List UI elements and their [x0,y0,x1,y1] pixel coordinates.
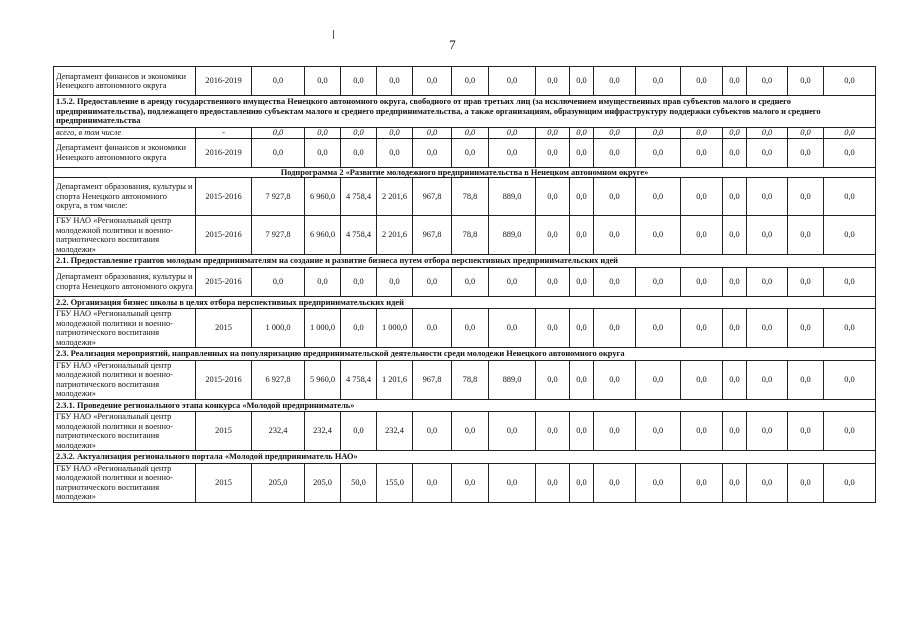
value-cell: 0,0 [377,267,413,296]
table-row [54,138,876,167]
value-cell: 0,0 [788,67,824,96]
value-cell: 0,0 [788,127,824,138]
value-cell: 0,0 [341,309,377,348]
value-cell: 0,0 [723,67,747,96]
value-cell: 0,0 [723,267,747,296]
value-cell: 6 927,8 [252,360,305,399]
value-cell: 0,0 [788,216,824,255]
value-cell: 0,0 [341,67,377,96]
value-cell: 0,0 [377,138,413,167]
value-cell: 0,0 [594,216,636,255]
table-row [54,255,876,268]
value-cell: 0,0 [252,67,305,96]
value-cell: 0,0 [824,138,876,167]
value-cell: 0,0 [489,67,536,96]
value-cell: 0,0 [824,309,876,348]
subprogram-heading: Подпрограмма 2 «Развитие молодежного предпринимательства в Ненецком автономном округе» [54,167,876,178]
value-cell: 0,0 [252,267,305,296]
table-row [54,178,876,216]
organization-cell: ГБУ НАО «Региональный центр молодежной политики и военно-патриотического воспитания молодежи» [54,360,196,399]
value-cell: 0,0 [413,138,452,167]
value-cell: 0,0 [636,412,681,451]
value-cell: 0,0 [341,127,377,138]
organization-cell: Департамент образования, культуры и спорта Ненецкого автономного округа, в том числе: [54,178,196,216]
value-cell: 0,0 [489,309,536,348]
table-row [54,451,876,464]
years-cell: 2015-2016 [196,267,252,296]
value-cell: 0,0 [413,127,452,138]
organization-cell: ГБУ НАО «Региональный центр молодежной политики и военно-патриотического воспитания молодежи» [54,309,196,348]
value-cell: 0,0 [413,67,452,96]
value-cell: 0,0 [305,138,341,167]
table-row [54,296,876,309]
value-cell: 0,0 [824,360,876,399]
value-cell: 0,0 [636,267,681,296]
value-cell: 0,0 [824,67,876,96]
budget-table [53,66,876,503]
value-cell: 232,4 [252,412,305,451]
value-cell: 4 758,4 [341,216,377,255]
value-cell: 0,0 [536,267,570,296]
value-cell: 78,8 [452,360,489,399]
value-cell: 4 758,4 [341,360,377,399]
value-cell: 0,0 [681,127,723,138]
value-cell: 0,0 [747,463,788,502]
value-cell: 0,0 [824,267,876,296]
value-cell: 0,0 [570,412,594,451]
value-cell: 0,0 [747,138,788,167]
value-cell: 1 000,0 [305,309,341,348]
value-cell: 0,0 [594,412,636,451]
years-cell: 2016-2019 [196,67,252,96]
value-cell: 0,0 [489,127,536,138]
value-cell: 0,0 [377,127,413,138]
value-cell: 0,0 [452,463,489,502]
value-cell: 0,0 [723,138,747,167]
value-cell: 4 758,4 [341,178,377,216]
value-cell: 0,0 [788,412,824,451]
value-cell: 0,0 [723,216,747,255]
value-cell: 0,0 [636,127,681,138]
value-cell: 7 927,8 [252,216,305,255]
value-cell: 889,0 [489,360,536,399]
value-cell: 0,0 [305,127,341,138]
organization-cell: всего, в том числе [54,127,196,138]
value-cell: 0,0 [570,216,594,255]
value-cell: 2 201,6 [377,216,413,255]
value-cell: 0,0 [489,463,536,502]
value-cell: 50,0 [341,463,377,502]
value-cell: 2 201,6 [377,178,413,216]
value-cell: 0,0 [536,360,570,399]
value-cell: 0,0 [636,309,681,348]
value-cell: 0,0 [536,127,570,138]
table-row [54,463,876,502]
value-cell: 0,0 [594,138,636,167]
value-cell: 0,0 [570,127,594,138]
value-cell: 0,0 [341,138,377,167]
value-cell: 0,0 [594,463,636,502]
value-cell: 205,0 [252,463,305,502]
value-cell: 889,0 [489,178,536,216]
section-heading: 2.3. Реализация мероприятий, направленных на популяризацию предпринимательской деятельности среди молодежи Ненецкого автономного округа [54,348,876,361]
value-cell: 0,0 [747,412,788,451]
value-cell: 0,0 [570,309,594,348]
table-row [54,309,876,348]
value-cell: 0,0 [824,216,876,255]
years-cell: 2015-2016 [196,360,252,399]
value-cell: 0,0 [536,463,570,502]
value-cell: 1 201,6 [377,360,413,399]
value-cell: 0,0 [636,216,681,255]
section-heading: 2.2. Организация бизнес школы в целях отбора перспективных предпринимательских идей [54,296,876,309]
value-cell: 0,0 [747,360,788,399]
value-cell: 0,0 [747,267,788,296]
value-cell: 0,0 [594,127,636,138]
value-cell: 6 960,0 [305,216,341,255]
value-cell: 0,0 [252,138,305,167]
value-cell: 0,0 [788,360,824,399]
value-cell: 0,0 [723,309,747,348]
section-heading: 2.1. Предоставление грантов молодым предпринимателям на создание и развитие бизнеса путем отбора перспективных предпринимательских идей [54,255,876,268]
value-cell: 0,0 [788,267,824,296]
page-number: 7 [449,37,456,52]
table-row [54,412,876,451]
table-row [54,216,876,255]
value-cell: 1 000,0 [377,309,413,348]
value-cell: 0,0 [570,267,594,296]
value-cell: 0,0 [536,216,570,255]
value-cell: 0,0 [723,178,747,216]
value-cell: 5 960,0 [305,360,341,399]
organization-cell: ГБУ НАО «Региональный центр молодежной политики и военно-патриотического воспитания молодежи» [54,412,196,451]
value-cell: 967,8 [413,178,452,216]
value-cell: 0,0 [452,138,489,167]
value-cell: 0,0 [723,412,747,451]
section-heading: 2.3.1. Проведение регионального этапа конкурса «Молодой предприниматель» [54,399,876,412]
value-cell: 0,0 [824,463,876,502]
value-cell: 0,0 [452,267,489,296]
value-cell: 0,0 [824,127,876,138]
value-cell: 0,0 [377,67,413,96]
value-cell: 0,0 [681,267,723,296]
years-cell: 2015-2016 [196,178,252,216]
table-body [54,67,876,503]
value-cell: 0,0 [747,178,788,216]
value-cell: 78,8 [452,216,489,255]
years-cell: - [196,127,252,138]
value-cell: 0,0 [788,178,824,216]
value-cell: 0,0 [536,178,570,216]
value-cell: 0,0 [636,463,681,502]
value-cell: 0,0 [252,127,305,138]
value-cell: 0,0 [570,463,594,502]
value-cell: 0,0 [413,309,452,348]
table-row [54,267,876,296]
organization-cell: Департамент финансов и экономики Ненецкого автономного округа [54,67,196,96]
table-row [54,360,876,399]
value-cell: 0,0 [681,67,723,96]
table-row [54,127,876,138]
table-row [54,67,876,96]
value-cell: 0,0 [536,138,570,167]
value-cell: 0,0 [452,309,489,348]
value-cell: 0,0 [723,463,747,502]
value-cell: 155,0 [377,463,413,502]
value-cell: 0,0 [452,127,489,138]
value-cell: 0,0 [536,309,570,348]
value-cell: 0,0 [489,267,536,296]
value-cell: 0,0 [681,216,723,255]
value-cell: 0,0 [723,127,747,138]
value-cell: 0,0 [341,412,377,451]
value-cell: 0,0 [536,67,570,96]
value-cell: 0,0 [413,267,452,296]
years-cell: 2015 [196,463,252,502]
value-cell: 0,0 [723,360,747,399]
value-cell: 205,0 [305,463,341,502]
value-cell: 0,0 [747,67,788,96]
organization-cell: Департамент финансов и экономики Ненецкого автономного округа [54,138,196,167]
years-cell: 2016-2019 [196,138,252,167]
value-cell: 0,0 [570,360,594,399]
value-cell: 0,0 [413,463,452,502]
value-cell: 0,0 [681,178,723,216]
value-cell: 0,0 [747,127,788,138]
value-cell: 0,0 [536,412,570,451]
value-cell: 0,0 [636,138,681,167]
section-heading: 1.5.2. Предоставление в аренду государственного имущества Ненецкого автономного округа, свободного от прав третьих лиц (за исключением имущественных прав субъектов малого и среднего предпринимательства), подлежащего предоставлению субъектам малого и среднего предпринимательства, а также организациям, образующим инфраструктуру поддержки субъектов малого и среднего предпринимательства [54,96,876,128]
value-cell: 0,0 [747,216,788,255]
value-cell: 0,0 [594,360,636,399]
value-cell: 0,0 [594,267,636,296]
value-cell: 0,0 [788,463,824,502]
table-row [54,167,876,178]
value-cell: 0,0 [636,360,681,399]
value-cell: 0,0 [413,412,452,451]
value-cell: 0,0 [489,138,536,167]
value-cell: 232,4 [377,412,413,451]
value-cell: 0,0 [452,412,489,451]
value-cell: 78,8 [452,178,489,216]
value-cell: 0,0 [570,138,594,167]
value-cell: 0,0 [594,67,636,96]
table-row [54,96,876,128]
value-cell: 0,0 [824,178,876,216]
value-cell: 0,0 [788,138,824,167]
value-cell: 0,0 [452,67,489,96]
value-cell: 0,0 [305,267,341,296]
value-cell: 0,0 [681,412,723,451]
section-heading: 2.3.2. Актуализация регионального портала «Молодой предприниматель НАО» [54,451,876,464]
organization-cell: Департамент образования, культуры и спорта Ненецкого автономного округа [54,267,196,296]
value-cell: 0,0 [681,360,723,399]
value-cell: 0,0 [305,67,341,96]
value-cell: 1 000,0 [252,309,305,348]
table-row [54,348,876,361]
value-cell: 232,4 [305,412,341,451]
value-cell: 0,0 [341,267,377,296]
value-cell: 967,8 [413,360,452,399]
value-cell: 0,0 [681,463,723,502]
value-cell: 0,0 [747,309,788,348]
value-cell: 0,0 [681,309,723,348]
value-cell: 0,0 [570,178,594,216]
value-cell: 0,0 [824,412,876,451]
value-cell: 6 960,0 [305,178,341,216]
years-cell: 2015 [196,412,252,451]
table-row [54,399,876,412]
value-cell: 0,0 [570,67,594,96]
organization-cell: ГБУ НАО «Региональный центр молодежной политики и военно-патриотического воспитания молодежи» [54,463,196,502]
value-cell: 0,0 [636,178,681,216]
years-cell: 2015 [196,309,252,348]
value-cell: 967,8 [413,216,452,255]
years-cell: 2015-2016 [196,216,252,255]
value-cell: 0,0 [594,309,636,348]
value-cell: 0,0 [681,138,723,167]
value-cell: 0,0 [788,309,824,348]
value-cell: 0,0 [594,178,636,216]
value-cell: 889,0 [489,216,536,255]
value-cell: 0,0 [489,412,536,451]
value-cell: 7 927,8 [252,178,305,216]
organization-cell: ГБУ НАО «Региональный центр молодежной политики и военно-патриотического воспитания молодежи» [54,216,196,255]
value-cell: 0,0 [636,67,681,96]
